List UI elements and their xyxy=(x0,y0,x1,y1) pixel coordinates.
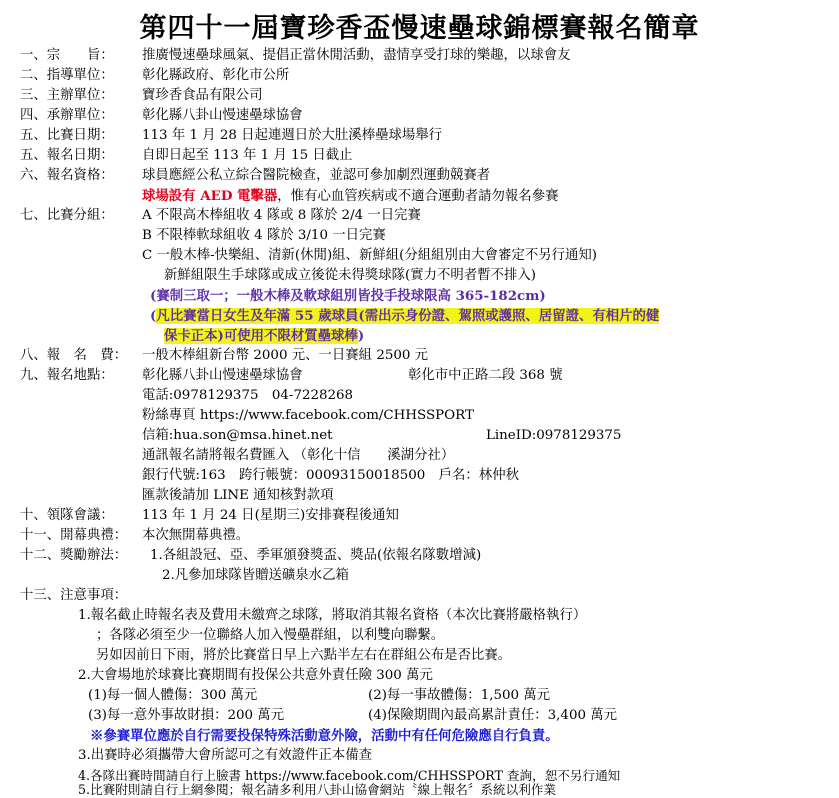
section-text: 寶珍香食品有限公司 xyxy=(142,88,263,103)
transfer-info: 通訊報名請將報名費匯入 （彰化十信 溪湖分社） xyxy=(142,448,455,463)
section-text: 1.各組設冠、亞、季軍頒發獎盃、獎品(依報名隊數增減) xyxy=(150,548,482,563)
section-label: 六、報名資格： xyxy=(20,168,114,183)
division-a: A 不限高木棒組收 4 隊或 8 隊於 2/4 一日完賽 xyxy=(142,208,421,223)
org-name: 彰化縣八卦山慢速壘球協會 xyxy=(142,368,303,383)
division-note2b: 保卡正本)可使用不限材質壘球棒 xyxy=(164,328,358,344)
section-label: 二、指導單位： xyxy=(20,68,114,83)
section-text: 113 年 1 月 24 日(星期三)安排賽程後通知 xyxy=(142,508,399,523)
section-label: 十二、獎勵辦法： xyxy=(20,548,128,563)
division-note2a: 凡比賽當日女生及年滿 55 歲球員(需出示身份證、駕照或護照、居留證、有相片的健 xyxy=(156,308,660,324)
after-transfer: 匯款後請加 LINE 通知核對款項 xyxy=(142,488,334,503)
division-c2: 新鮮組限生手球隊或成立後從未得獎球隊(實力不明者暫不排入) xyxy=(164,268,536,283)
section-label: 八、報 名 費： xyxy=(20,348,128,363)
section-text: 彰化縣政府、彰化市公所 xyxy=(142,68,290,83)
section-label: 十三、注意事項： xyxy=(20,588,128,603)
aed-notice: 球場設有 AED 電擊器 xyxy=(142,188,278,204)
awards-text2: 2.凡參加球隊皆贈送礦泉水乙箱 xyxy=(162,568,349,583)
section-label: 一、宗 旨： xyxy=(20,48,114,63)
email: 信箱:hua.son@msa.hinet.net xyxy=(142,428,333,443)
section-text: 彰化縣八卦山慢速壘球協會 xyxy=(142,108,303,123)
section-label: 九、報名地點： xyxy=(20,368,114,383)
section-label: 三、主辦單位： xyxy=(20,88,114,103)
facebook-link[interactable]: 粉絲專頁 https://www.facebook.com/CHHSSPORT xyxy=(142,408,474,423)
section-label: 十一、開幕典禮： xyxy=(20,528,128,543)
section-label: 七、比賽分組： xyxy=(20,208,114,223)
aed-rest: ，惟有心血管疾病或不適合運動者請勿報名參賽 xyxy=(277,189,559,204)
section-label: 五、報名日期： xyxy=(20,148,114,163)
section-text: 本次無開幕典禮。 xyxy=(142,528,250,543)
document-page: 第四十一屆寶珍香盃慢速壘球錦標賽報名簡章 一、宗 旨： 推廣慢速壘球風氣、提倡正當休閒活動，盡情享受打球的樂趣，以球會友 二、指導單位： 彰化縣政府、彰化市公所 三、主辦單位： 寶珍香食品有限公司 四、承辦單位： 彰化縣八卦山慢速壘球協會 五、比賽日期： 113 年 1 月 28 日起連週日於大肚溪棒壘球場舉行 五、報名日期： 自即日起至 113 年 1 月 15 日截止 六、報名資格： 球員應經公私立綜合醫院檢查，並認可參加劇烈運動競賽者 球場設有 AED 電擊器，惟有心血管疾病或不適合運動者請勿報名參賽 七、比賽分組： A 不限高木棒組收 4 隊或 8 隊於 2/4 一日完賽 B 不限棒軟球組收 4 隊於 3/10 一日完賽 C 一般木棒-快樂組、清新(休閒)組、新鮮組(分組組別由大會審定不另行通知) 新鮮組限生手球隊或成立後從未得獎球隊(實力不明者暫不排入) (賽制三取一；一般木棒及軟球組別皆投手投球限高 365-182cm) (凡比賽當日女生及年滿 55 歲球員(需出示身份證、駕照或護照、居留證、有相片的健 保卡正本)可使用不限材質壘球棒) 八、報 名 費： 一般木棒組新台幣 2000 元、一日賽組 2500 元 九、報名地點： 彰化縣八卦山慢速壘球協會 彰化市中正路二段 368 號 電話:0978129375 04-7228268 粉絲專頁 https://www.facebook.com/CHHSSPORT 信箱:hua.son@msa.hinet.net LineID:0978129375 通訊報名請將報名費匯入 （彰化十信 溪湖分社） 銀行代號:163 跨行帳號：00093150018500 戶名：林仲秋 匯款後請加 LINE 通知核對款項 十、領隊會議： 113 年 1 月 24 日(星期三)安排賽程後通知 十一、開幕典禮： 本次無開幕典禮。 十二、獎勵辦法： 1.各組設冠、亞、季軍頒發獎盃、獎品(依報名隊數增減) 2.凡參加球隊皆贈送礦泉水乙箱 十三、注意事項： 1.報名截止時報名表及費用未繳齊之球隊，將取消其報名資格（本次比賽將嚴格執行） ；各隊必須至少一位聯絡人加入慢壘群組，以利雙向聯繫。 另如因前日下雨，將於比賽當日早上六點半左右在群組公布是否比賽。 2.大會場地於球賽比賽期間有投保公共意外責任險 300 萬元 (1)每一個人體傷：300 萬元 (2)每一事故體傷：1,500 萬元 (3)每一意外事故財損：200 萬元 (4)保險期間內最高累計責任：3,400 萬元 ※參賽單位應於自行需要投保特殊活動意外險，活動中有任何危險應自行負責。 3.出賽時必須攜帶大會所認可之有效證件正本備查 4.各隊出賽時間請自行上臉書 https://www.facebook.com/CHHSSPORT 查詢，恕不另行通知 5.比賽附則請自行上網參閱；報名請多利用八卦山協會網站〝線上報名〞系統以利作業 xyxy=(0,0,839,798)
section-label: 十、領隊會議： xyxy=(20,508,114,523)
phone: 電話:0978129375 04-7228268 xyxy=(142,388,354,403)
line-id: LineID:0978129375 xyxy=(486,428,622,443)
section-text: 自即日起至 113 年 1 月 15 日截止 xyxy=(142,148,353,163)
division-c: C 一般木棒-快樂組、清新(休閒)組、新鮮組(分組組別由大會審定不另行通知) xyxy=(142,248,598,263)
section-text: 球員應經公私立綜合醫院檢查，並認可參加劇烈運動競賽者 xyxy=(142,168,491,183)
section-label: 四、承辦單位： xyxy=(20,108,114,123)
division-b: B 不限棒軟球組收 4 隊於 3/10 一日完賽 xyxy=(142,228,386,243)
section-label: 五、比賽日期： xyxy=(20,128,114,143)
org-address: 彰化市中正路二段 368 號 xyxy=(408,368,563,383)
section-text: 一般木棒組新台幣 2000 元、一日賽組 2500 元 xyxy=(142,348,429,363)
section-text: 113 年 1 月 28 日起連週日於大肚溪棒壘球場舉行 xyxy=(142,128,443,143)
page-title: 第四十一屆寶珍香盃慢速壘球錦標賽報名簡章 xyxy=(139,13,700,44)
section-text: 推廣慢速壘球風氣、提倡正當休閒活動，盡情享受打球的樂趣，以球會友 xyxy=(142,48,571,63)
bank-info: 銀行代號:163 跨行帳號：00093150018500 戶名：林仲秋 xyxy=(142,468,519,483)
division-note1: (賽制三取一；一般木棒及軟球組別皆投手投球限高 365-182cm) xyxy=(150,288,546,304)
